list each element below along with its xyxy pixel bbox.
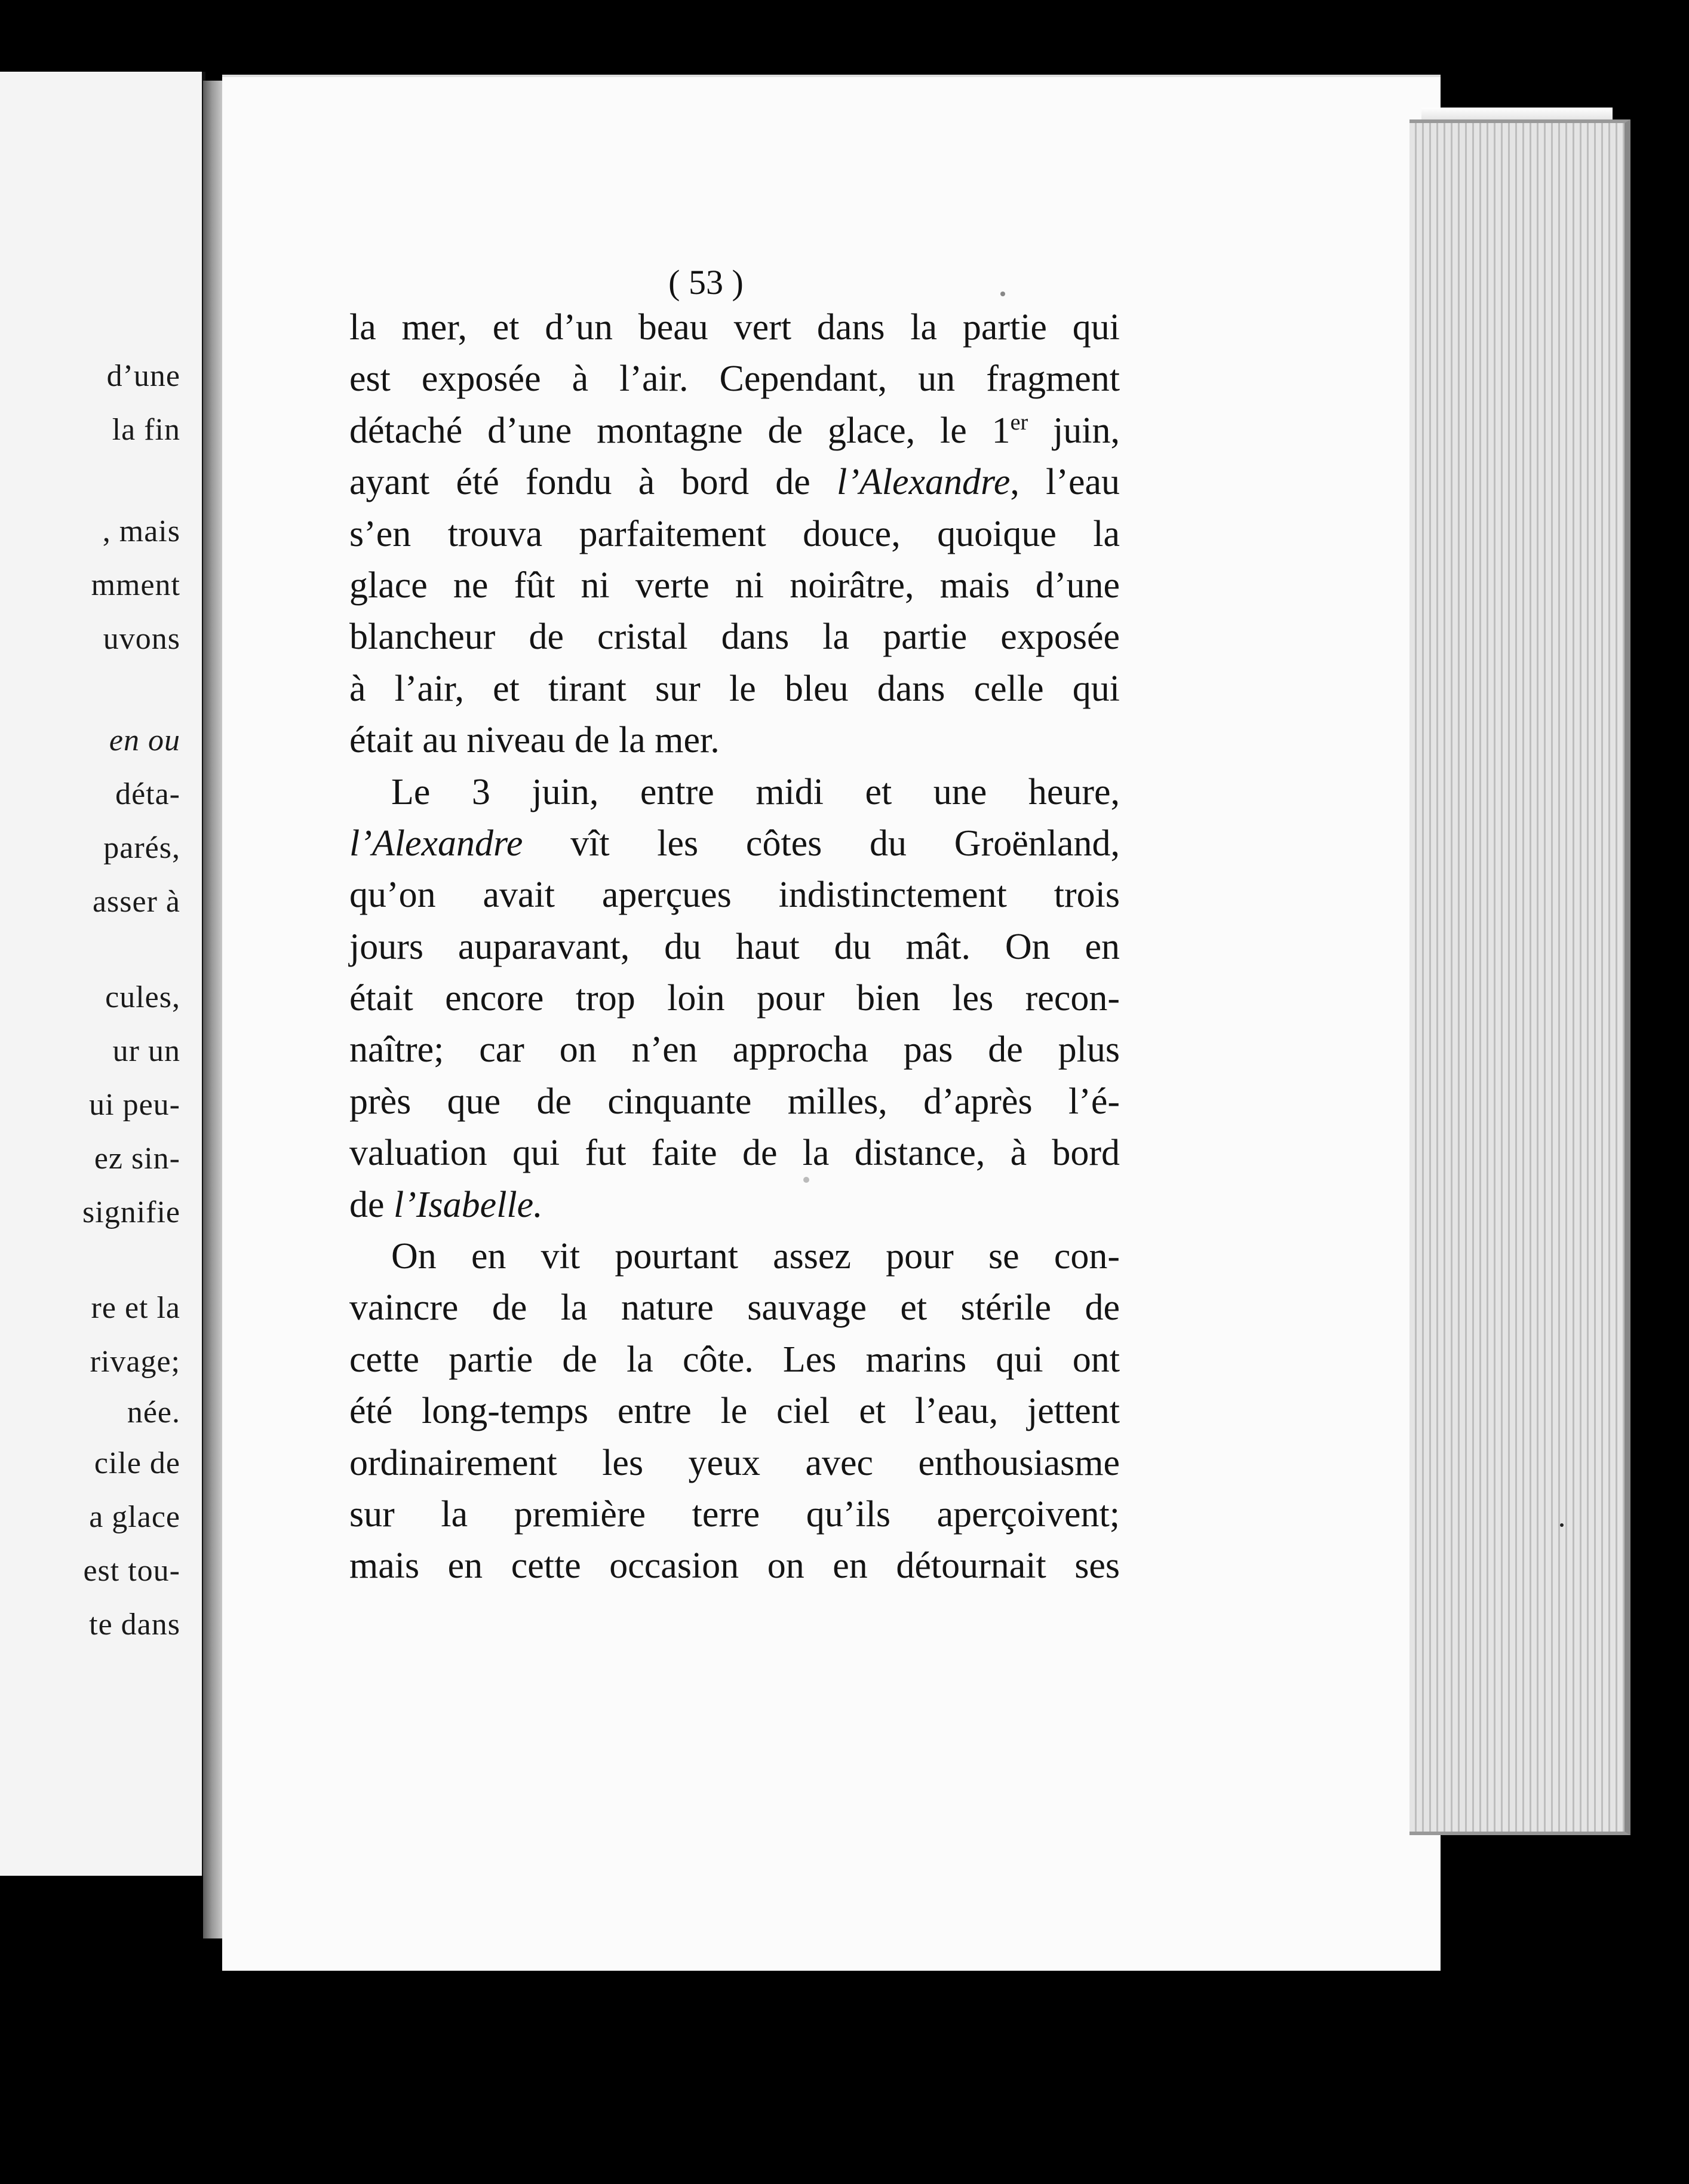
previous-page-line: a glace bbox=[89, 1500, 180, 1534]
previous-page-line: parés, bbox=[103, 831, 180, 865]
text-line: glace ne fût ni verte ni noirâtre, mais d’une bbox=[349, 565, 1120, 606]
text-line: naître; car on n’en approcha pas de plus bbox=[349, 1029, 1120, 1070]
text-line: cette partie de la côte. Les marins qui ont bbox=[349, 1339, 1120, 1380]
previous-page-line: déta- bbox=[115, 777, 180, 811]
dust-speck bbox=[1560, 1523, 1564, 1527]
previous-page-line: mment bbox=[91, 568, 180, 602]
text-line: ayant été fondu à bord de l’Alexandre, l’eau bbox=[349, 462, 1120, 503]
text-line: est exposée à l’air. Cependant, un fragment bbox=[349, 358, 1120, 400]
text-line: à l’air, et tirant sur le bleu dans celle qui bbox=[349, 668, 1120, 709]
text-line: ordinairement les yeux avec enthousiasme bbox=[349, 1442, 1120, 1483]
page-number-header: ( 53 ) bbox=[668, 263, 744, 302]
text-line: sur la première terre qu’ils aperçoivent; bbox=[349, 1493, 1120, 1535]
text-line: près que de cinquante milles, d’après l’é- bbox=[349, 1081, 1120, 1122]
text-line: de l’Isabelle. bbox=[349, 1184, 543, 1225]
text-line: la mer, et d’un beau vert dans la partie qui bbox=[349, 307, 1120, 348]
previous-page-line: ur un bbox=[112, 1034, 180, 1068]
previous-page-line: , mais bbox=[102, 514, 180, 548]
text-line: détaché d’une montagne de glace, le 1er juin, bbox=[349, 409, 1120, 451]
previous-page-line: née. bbox=[127, 1395, 180, 1430]
text-line: était au niveau de la mer. bbox=[349, 720, 720, 761]
previous-page-line: la fin bbox=[112, 413, 180, 447]
text-line: Le 3 juin, entre midi et une heure, bbox=[391, 771, 1120, 812]
dust-speck bbox=[803, 1177, 809, 1183]
dust-speck bbox=[1000, 292, 1005, 296]
text-line: mais en cette occasion on en détournait ses bbox=[349, 1545, 1120, 1587]
text-line: jours auparavant, du haut du mât. On en bbox=[349, 926, 1120, 967]
previous-page-fragment bbox=[0, 72, 205, 1876]
text-line: été long-temps entre le ciel et l’eau, jettent bbox=[349, 1391, 1120, 1432]
text-line: l’Alexandre vît les côtes du Groënland, bbox=[349, 823, 1120, 864]
text-line: vaincre de la nature sauvage et stérile de bbox=[349, 1287, 1120, 1329]
text-line: était encore trop loin pour bien les recon- bbox=[349, 978, 1120, 1019]
italic-ship-name: l’Alexandre bbox=[349, 823, 523, 864]
previous-page-line: rivage; bbox=[90, 1345, 180, 1379]
italic-ship-name: l’Alexandre bbox=[837, 462, 1011, 503]
book-page-edges bbox=[1409, 119, 1630, 1835]
italic-ship-name: l’Isabelle. bbox=[394, 1184, 543, 1225]
previous-page-line: en ou bbox=[109, 723, 180, 757]
previous-page-line: uvons bbox=[103, 622, 180, 656]
previous-page-line: te dans bbox=[89, 1608, 180, 1642]
previous-page-line: signifie bbox=[82, 1195, 180, 1229]
text-line: blancheur de cristal dans la partie exposée bbox=[349, 616, 1120, 658]
previous-page-line: cules, bbox=[105, 980, 180, 1014]
body-text bbox=[349, 302, 1120, 1592]
previous-page-line: ez sin- bbox=[94, 1142, 180, 1176]
text-line: qu’on avait aperçues indistinctement trois bbox=[349, 875, 1120, 916]
previous-page-line: re et la bbox=[91, 1291, 180, 1325]
text-line: On en vit pourtant assez pour se con- bbox=[391, 1236, 1120, 1277]
previous-page-line: ui peu- bbox=[89, 1088, 180, 1122]
previous-page-line: asser à bbox=[92, 885, 180, 919]
previous-page-line: est tou- bbox=[83, 1554, 180, 1588]
superscript-ordinal: er bbox=[1010, 409, 1028, 435]
text-line: s’en trouva parfaitement douce, quoique la bbox=[349, 513, 1120, 554]
previous-page-line: cile de bbox=[94, 1446, 180, 1480]
text-line: valuation qui fut faite de la distance, à bord bbox=[349, 1133, 1120, 1174]
previous-page-line: d’une bbox=[106, 359, 180, 393]
